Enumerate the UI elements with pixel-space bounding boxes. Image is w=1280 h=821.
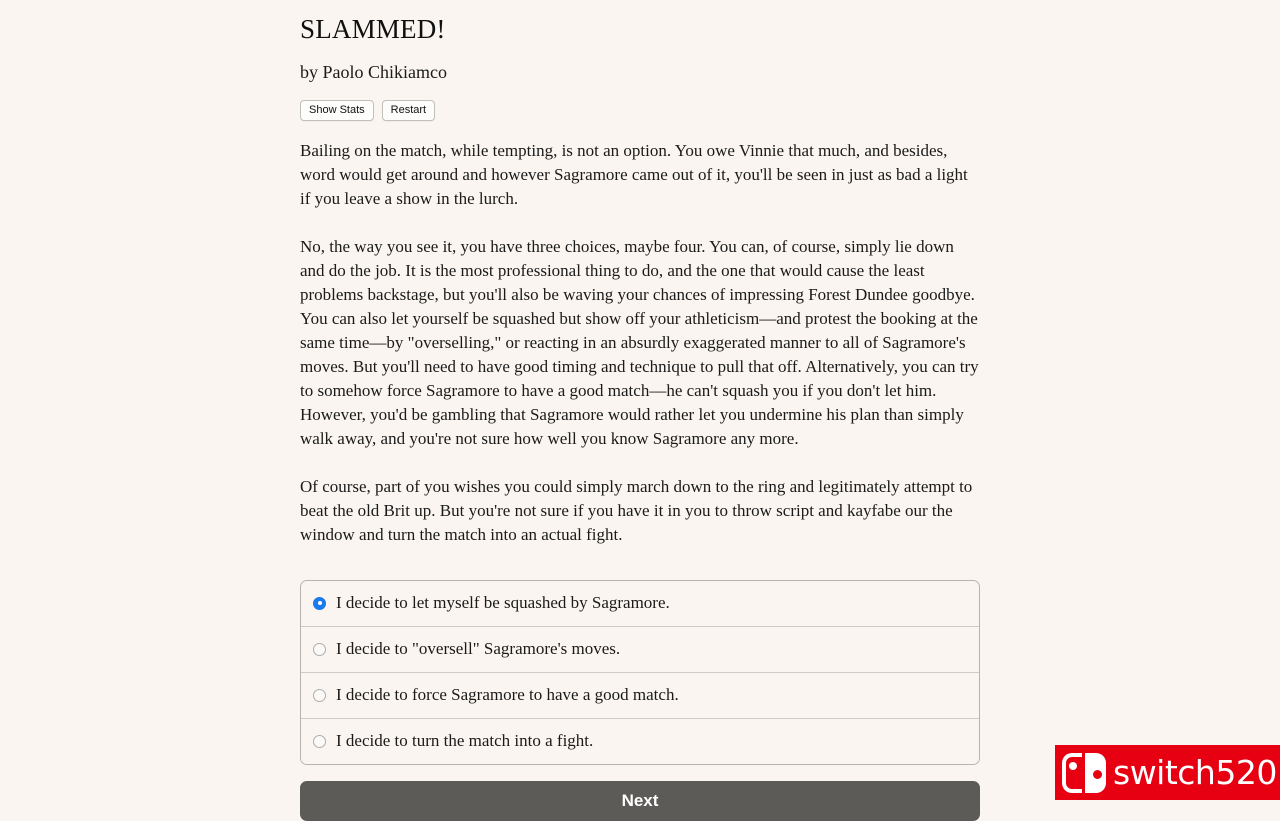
watermark-banner [1055, 745, 1280, 800]
story-paragraph: No, the way you see it, you have three choices, maybe four. You can, of course, simply lie down and do the job. It is the most professional thing to do, and the one that would cause the least problems backstage, but you'll also be waving your chances of impressing Forest Dundee goodbye. You can also let yourself be squashed but show off your athleticism—and protest the booking at the same time—by "overselling," or reacting in an absurdly exaggerated manner to all of Sagramore's moves. But you'll need to have good timing and technique to pull that off. Alternatively, you can try to somehow force Sagramore to have a good match—he can't squash you if you don't let him. However, you'd be gambling that Sagramore would rather let you undermine his plan than simply walk away, and you're not sure how well you know Sagramore any more. [300, 237, 979, 448]
joycon-right-icon [1085, 753, 1106, 793]
choice-option-4[interactable] [301, 718, 979, 764]
choice-list [300, 580, 980, 765]
choice-label: I decide to "oversell" Sagramore's moves. [336, 639, 621, 658]
show-stats-button[interactable]: Show Stats [300, 100, 374, 121]
story-paragraph: Bailing on the match, while tempting, is not an option. You owe Vinnie that much, and besides, word would get around and however Sagramore came out of it, you'll be seen in just as bad a light if you leave a show in the lurch. [300, 141, 968, 208]
radio-button-icon[interactable] [313, 689, 326, 702]
story-text [300, 121, 980, 547]
choice-option-1[interactable] [301, 581, 979, 626]
choice-label: I decide to let myself be squashed by Sagramore. [336, 593, 670, 612]
toolbar [300, 83, 980, 121]
choice-label: I decide to turn the match into a fight. [336, 731, 594, 750]
page-title: SLAMMED! [300, 14, 446, 44]
joycon-left-icon [1062, 753, 1082, 793]
restart-button[interactable]: Restart [382, 100, 435, 121]
nintendo-switch-icon [1061, 753, 1107, 793]
story-page [300, 0, 980, 821]
radio-button-icon[interactable] [313, 643, 326, 656]
radio-button-icon[interactable] [313, 735, 326, 748]
author-byline: by Paolo Chikiamco [300, 62, 447, 82]
choice-option-2[interactable] [301, 626, 979, 672]
choice-label: I decide to force Sagramore to have a good match. [336, 685, 679, 704]
choice-option-3[interactable] [301, 672, 979, 718]
story-paragraph: Of course, part of you wishes you could simply march down to the ring and legitimately attempt to beat the old Brit up. But you're not sure if you have it in you to throw script and kayfabe our the window and turn the match into an actual fight. [300, 477, 973, 544]
watermark-label: switch520 [1113, 752, 1277, 792]
radio-button-icon[interactable] [313, 597, 326, 610]
next-button[interactable]: Next [300, 781, 980, 821]
